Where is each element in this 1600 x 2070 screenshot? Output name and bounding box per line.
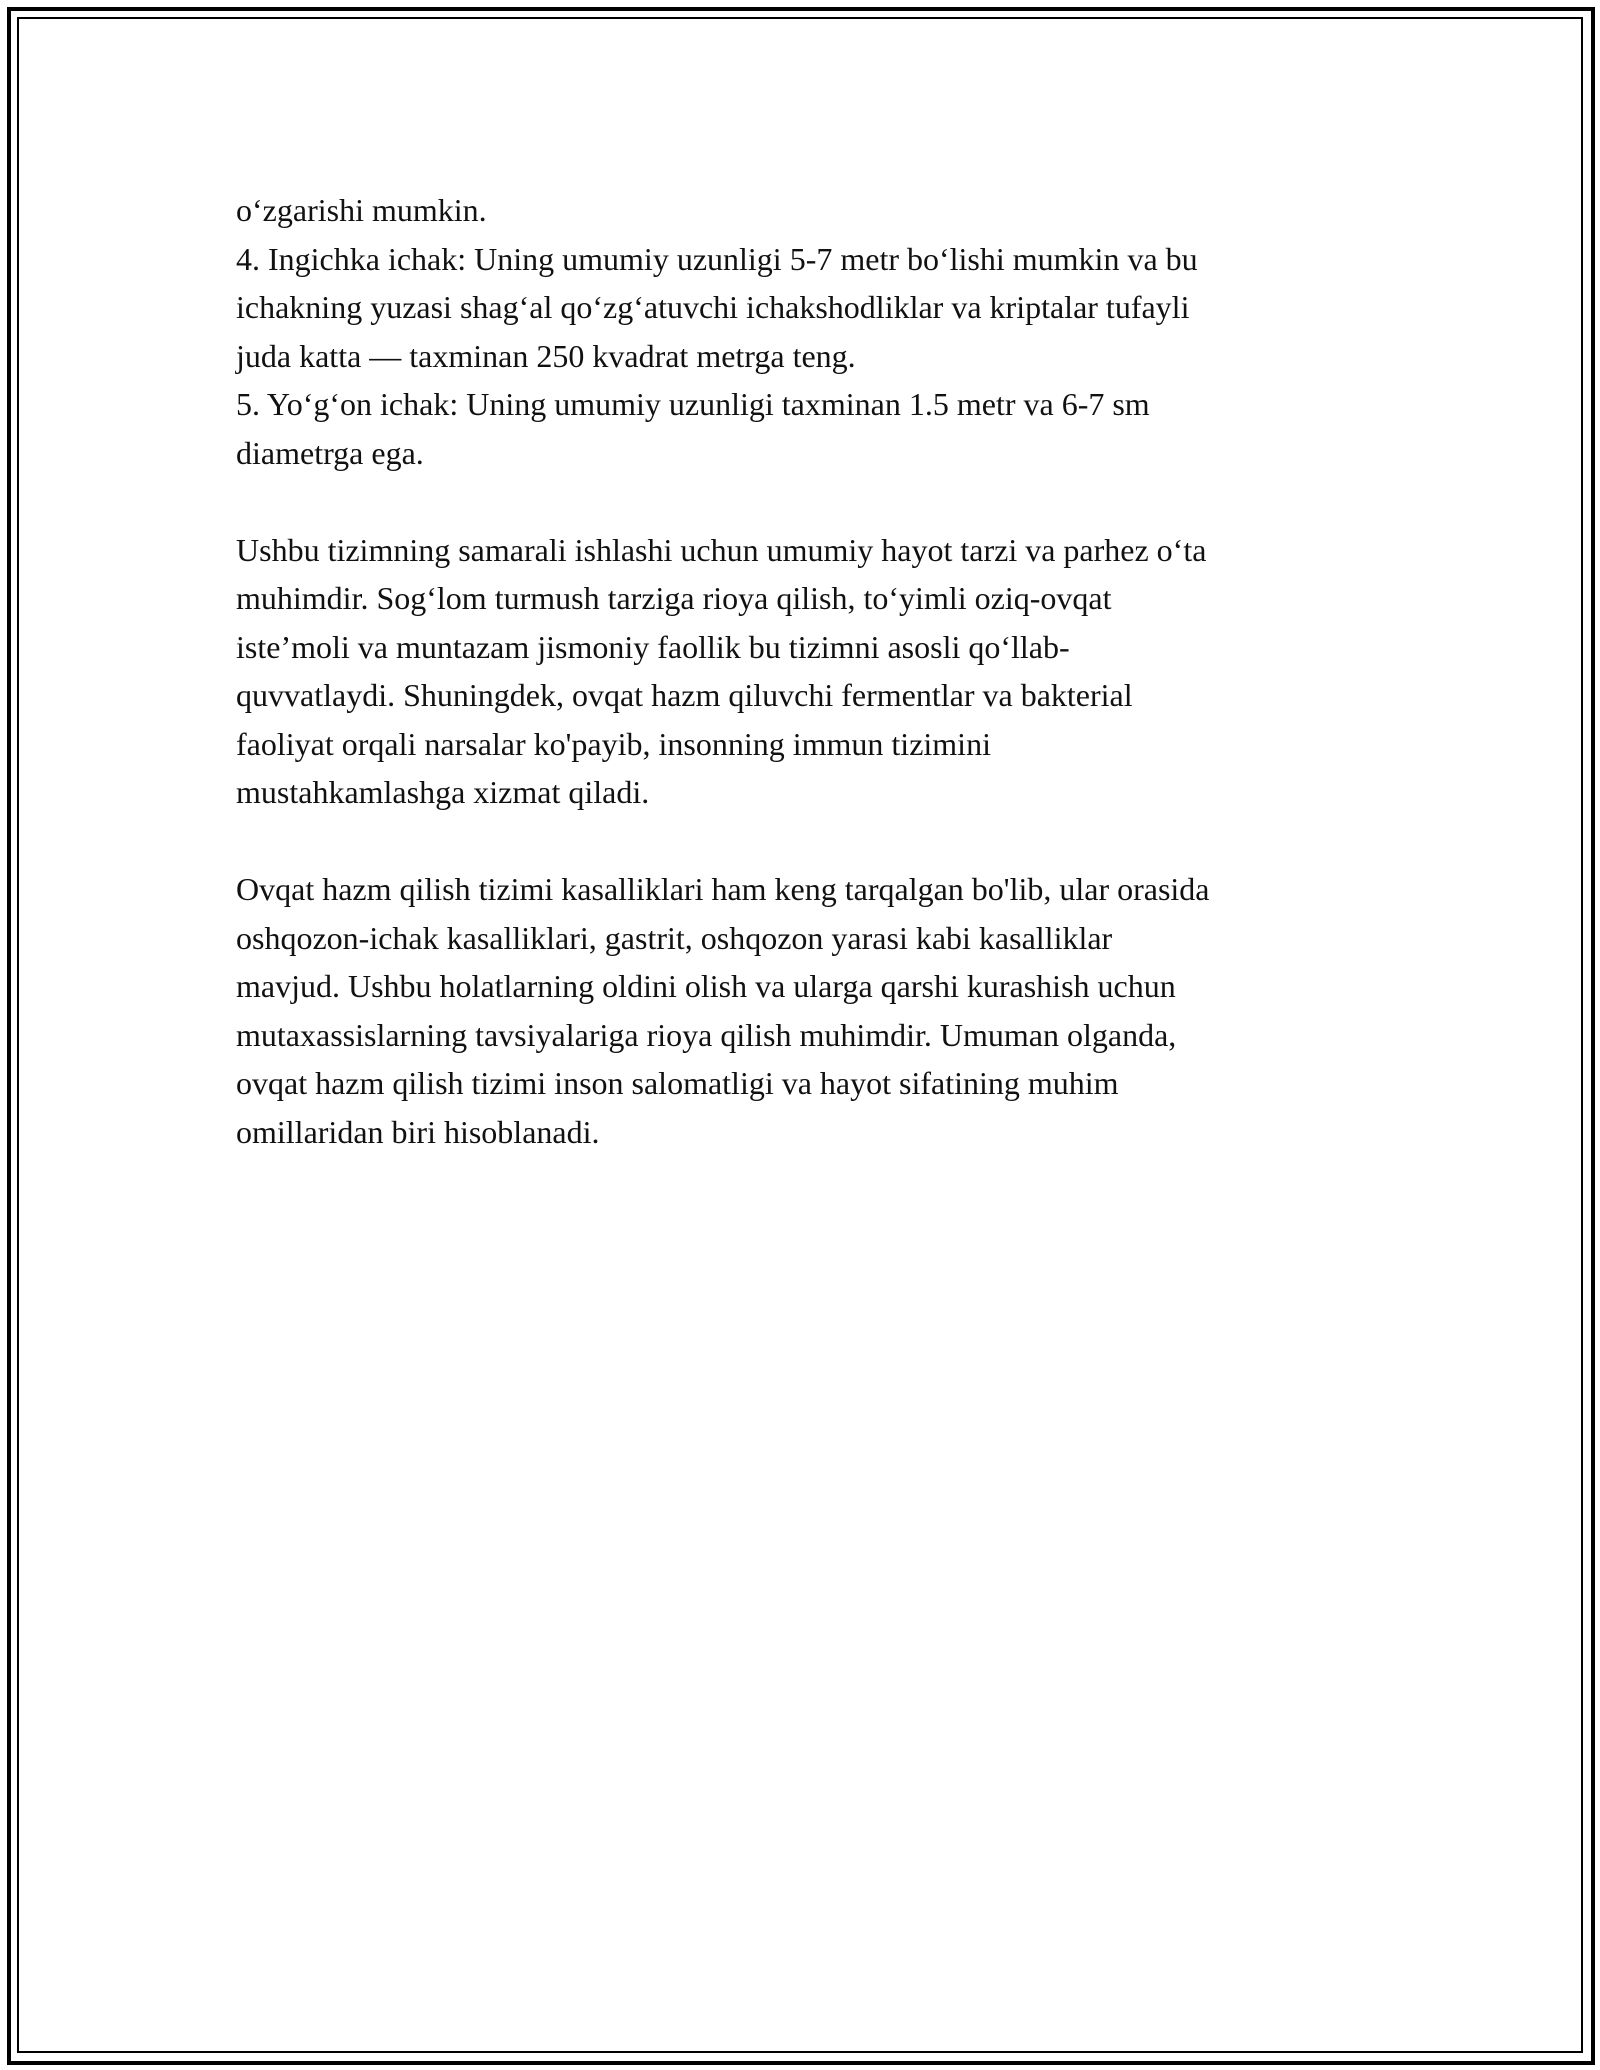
text-line: mustahkamlashga xizmat qiladi.: [236, 774, 650, 810]
text-line: faoliyat orqali narsalar ko'payib, insonning immun tizimini: [236, 725, 991, 762]
document-body: [236, 186, 1366, 1156]
text-line: oshqozon-ichak kasalliklari, gastrit, oshqozon yarasi kabi kasalliklar: [236, 919, 1113, 956]
paragraph-gap: [236, 477, 1366, 526]
intro-tail: [236, 186, 1366, 235]
text-line: o‘zgarishi mumkin.: [236, 192, 487, 228]
text-line: mavjud. Ushbu holatlarning oldini olish va ularga qarshi kurashish uchun: [236, 968, 1176, 1004]
text-line: Ovqat hazm qilish tizimi kasalliklari ham keng tarqalgan bo'lib, ular orasida: [236, 871, 1210, 907]
paragraph-lifestyle: [236, 526, 1366, 817]
text-line: Ushbu tizimning samarali ishlashi uchun umumiy hayot tarzi va parhez o‘ta: [236, 531, 1207, 568]
text-line: muhimdir. Sog‘lom turmush tarziga rioya qilish, to‘yimli oziq-ovqat: [236, 580, 1112, 616]
paragraph-gap: [236, 817, 1366, 866]
text-line: ichakning yuzasi shag‘al qo‘zg‘atuvchi ichakshodliklar va kriptalar tufayli: [236, 289, 1190, 325]
text-line: omillaridan biri hisoblanadi.: [236, 1113, 600, 1150]
text-line: 5. Yo‘g‘on ichak: Uning umumiy uzunligi taxminan 1.5 metr va 6-7 sm: [236, 386, 1150, 422]
list-item-5: [236, 380, 1366, 477]
text-line: juda katta — taxminan 250 kvadrat metrga teng.: [236, 337, 856, 374]
text-line: ovqat hazm qilish tizimi inson salomatligi va hayot sifatining muhim: [236, 1065, 1119, 1101]
list-item-4: [236, 235, 1366, 381]
paragraph-diseases: [236, 865, 1366, 1156]
text-line: mutaxassislarning tavsiyalariga rioya qilish muhimdir. Umuman olganda,: [236, 1016, 1177, 1053]
text-line: 4. Ingichka ichak: Uning umumiy uzunligi 5-7 metr bo‘lishi mumkin va bu: [236, 240, 1198, 277]
text-line: diametrga ega.: [236, 434, 424, 471]
text-line: iste’moli va muntazam jismoniy faollik bu tizimni asosli qo‘llab-: [236, 628, 1070, 665]
text-line: quvvatlaydi. Shuningdek, ovqat hazm qiluvchi fermentlar va bakterial: [236, 677, 1133, 713]
